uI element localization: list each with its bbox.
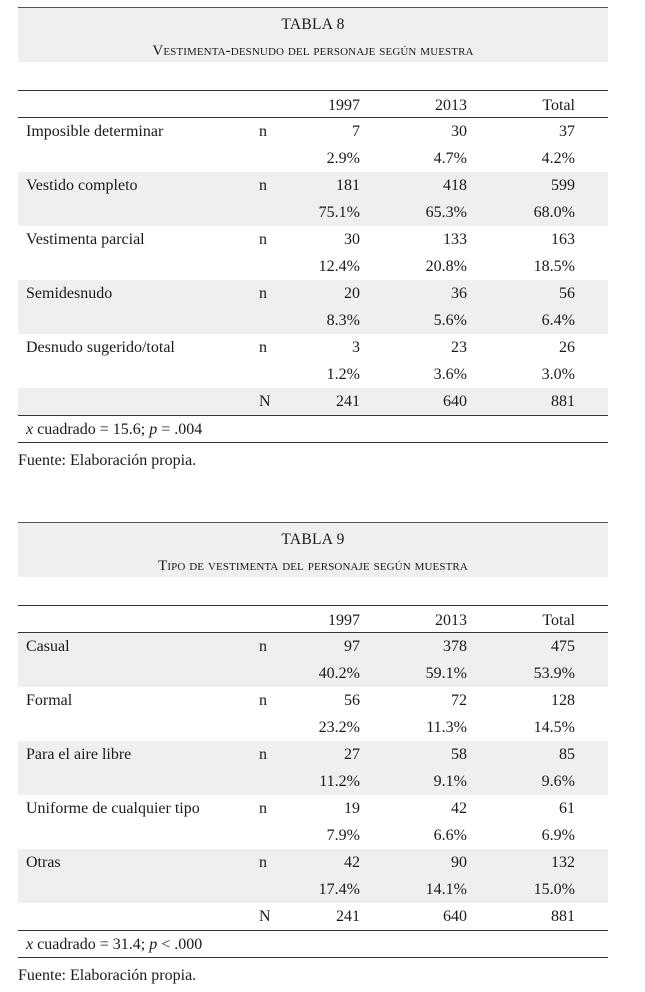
row-n-marker: n (259, 285, 267, 302)
cell-total: 9.6% (541, 773, 575, 790)
cell-1997: 7.9% (326, 827, 360, 844)
total-row (18, 903, 608, 931)
total-row-label: N (259, 393, 271, 410)
cell-2013: 42 (451, 800, 467, 817)
cell-2013: 5.6% (433, 312, 467, 329)
cell-total: 61 (559, 800, 575, 817)
table-row (18, 172, 608, 199)
chi-variable: x (26, 421, 34, 438)
table-row-percent (18, 145, 608, 172)
table-caption: Tipo de vestimenta del personaje según muestra (158, 558, 468, 574)
table-source: Fuente: Elaboración propia. (18, 967, 197, 984)
chi-square-note (18, 931, 608, 958)
cell-total: 6.9% (541, 827, 575, 844)
cell-total: 18.5% (533, 258, 575, 275)
cell-1997: 2.9% (326, 150, 360, 167)
cell-2013: 36 (451, 285, 467, 302)
cell-2013: 3.6% (433, 366, 467, 383)
row-label: Para el aire libre (26, 746, 132, 763)
cell-2013: 378 (443, 638, 467, 655)
column-header-2013: 2013 (435, 97, 467, 114)
cell-2013: 4.7% (433, 150, 467, 167)
row-label: Formal (26, 692, 73, 709)
cell-total: 68.0% (533, 204, 575, 221)
row-n-marker: n (259, 177, 267, 194)
cell-total: 599 (551, 177, 575, 194)
row-n-marker: n (259, 800, 267, 817)
p-variable: p (149, 936, 158, 953)
cell-1997: 30 (344, 231, 360, 248)
cell-2013: 640 (443, 908, 467, 925)
cell-1997: 97 (344, 638, 360, 655)
table-row (18, 226, 608, 253)
cell-total: 128 (551, 692, 575, 709)
cell-1997: 42 (344, 854, 360, 871)
p-value: < .000 (157, 936, 203, 953)
table-row-percent (18, 660, 608, 687)
cell-2013: 58 (451, 746, 467, 763)
column-header-1997: 1997 (328, 97, 360, 114)
cell-total: 881 (551, 908, 575, 925)
cell-1997: 17.4% (318, 881, 360, 898)
table-number: TABLA 8 (281, 16, 345, 33)
cell-total: 26 (559, 339, 575, 356)
column-header-2013: 2013 (435, 612, 467, 629)
table-title-box (18, 522, 608, 574)
cell-total: 14.5% (533, 719, 575, 736)
table-row (18, 118, 608, 145)
cell-1997: 19 (344, 800, 360, 817)
cell-2013: 9.1% (433, 773, 467, 790)
row-n-marker: n (259, 123, 267, 140)
table-row (18, 849, 608, 876)
cell-1997: 8.3% (326, 312, 360, 329)
cell-2013: 23 (451, 339, 467, 356)
cell-total: 881 (551, 393, 575, 410)
chi-text: cuadrado = 15.6; (33, 421, 150, 438)
cell-total: 3.0% (541, 366, 575, 383)
table-row-percent (18, 876, 608, 903)
cell-1997: 1.2% (326, 366, 360, 383)
row-label: Desnudo sugerido/total (26, 339, 175, 356)
table-row-percent (18, 253, 608, 280)
cell-1997: 3 (352, 339, 360, 356)
cell-2013: 90 (451, 854, 467, 871)
table-row-percent (18, 199, 608, 226)
cell-total: 37 (559, 123, 575, 140)
cell-1997: 27 (344, 746, 360, 763)
table-row (18, 741, 608, 768)
column-header-1997: 1997 (328, 612, 360, 629)
cell-1997: 11.2% (319, 773, 360, 790)
total-row-label: N (259, 908, 271, 925)
cell-2013: 418 (443, 177, 467, 194)
cell-total: 475 (551, 638, 575, 655)
table-row (18, 633, 608, 660)
cell-2013: 72 (451, 692, 467, 709)
cell-1997: 56 (344, 692, 360, 709)
row-label: Semidesnudo (26, 285, 113, 302)
row-n-marker: n (259, 746, 267, 763)
table-caption: Vestimenta-desnudo del personaje según muestra (152, 43, 474, 59)
cell-2013: 11.3% (426, 719, 467, 736)
column-header-row (18, 90, 608, 118)
p-variable: p (149, 421, 158, 438)
table-row-percent (18, 714, 608, 741)
cell-2013: 20.8% (425, 258, 467, 275)
cell-1997: 7 (352, 123, 360, 140)
cell-2013: 640 (443, 393, 467, 410)
chi-text: cuadrado = 31.4; (33, 936, 150, 953)
column-header-row (18, 605, 608, 633)
column-header-total: Total (542, 97, 575, 114)
table-row (18, 795, 608, 822)
cell-total: 163 (551, 231, 575, 248)
row-label: Otras (26, 854, 61, 871)
cell-1997: 181 (336, 177, 360, 194)
chi-square-note (18, 416, 608, 443)
row-label: Vestimenta parcial (26, 231, 145, 248)
cell-total: 56 (559, 285, 575, 302)
cell-total: 53.9% (533, 665, 575, 682)
row-n-marker: n (259, 231, 267, 248)
table-title-box (18, 7, 608, 59)
row-label: Imposible determinar (26, 123, 164, 140)
cell-2013: 133 (443, 231, 467, 248)
table-source: Fuente: Elaboración propia. (18, 452, 197, 469)
table-row (18, 280, 608, 307)
cell-1997: 23.2% (318, 719, 360, 736)
cell-2013: 6.6% (433, 827, 467, 844)
row-n-marker: n (259, 692, 267, 709)
table-row-percent (18, 768, 608, 795)
cell-1997: 75.1% (318, 204, 360, 221)
p-value: = .004 (157, 421, 203, 438)
cell-1997: 40.2% (318, 665, 360, 682)
cell-2013: 30 (451, 123, 467, 140)
table-row (18, 687, 608, 714)
total-row (18, 388, 608, 416)
cell-total: 15.0% (533, 881, 575, 898)
row-n-marker: n (259, 638, 267, 655)
cell-1997: 241 (336, 393, 360, 410)
cell-total: 6.4% (541, 312, 575, 329)
cell-1997: 241 (336, 908, 360, 925)
row-label: Vestido completo (26, 177, 138, 194)
cell-total: 85 (559, 746, 575, 763)
cell-2013: 14.1% (425, 881, 467, 898)
table-row-percent (18, 307, 608, 334)
row-n-marker: n (259, 339, 267, 356)
row-label: Uniforme de cualquier tipo (26, 800, 200, 817)
cell-2013: 65.3% (425, 204, 467, 221)
chi-variable: x (26, 936, 34, 953)
column-header-total: Total (542, 612, 575, 629)
cell-total: 132 (551, 854, 575, 871)
row-label: Casual (26, 638, 70, 655)
cell-2013: 59.1% (425, 665, 467, 682)
table-row-percent (18, 822, 608, 849)
cell-total: 4.2% (541, 150, 575, 167)
table-row (18, 334, 608, 361)
table-row-percent (18, 361, 608, 388)
cell-1997: 20 (344, 285, 360, 302)
row-n-marker: n (259, 854, 267, 871)
table-number: TABLA 9 (281, 531, 345, 548)
table-8 (18, 7, 608, 443)
table-9 (18, 522, 608, 958)
cell-1997: 12.4% (318, 258, 360, 275)
